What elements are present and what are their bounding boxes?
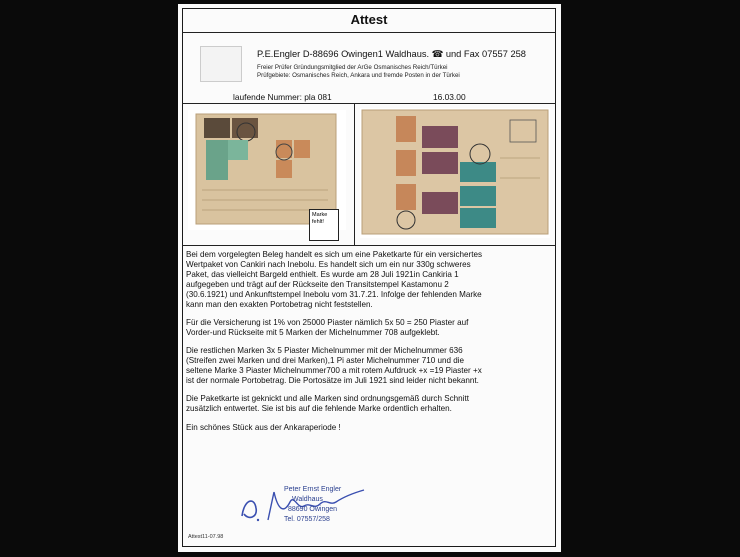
- certificate-title: Attest: [350, 12, 388, 27]
- divider-top: [182, 32, 556, 33]
- certificate-footer: Attest11-07.98: [188, 534, 224, 540]
- expert-subtitle-2: Prüfgebiete: Osmanisches Reich, Ankara und fremde Posten in der Türkei: [257, 72, 460, 79]
- stamp-line-name: Peter Ernst Engler: [284, 486, 342, 493]
- expert-subtitle-1: Freier Prüfer Gründungsmitglied der ArGe Osmanisches Reich/Türkei: [257, 64, 448, 71]
- expert-stamp: [284, 485, 341, 525]
- expert-logo: [200, 46, 242, 82]
- body-paragraph-2: Für die Versicherung ist 1% von 25000 Piaster nämlich 5x 50 = 250 Piaster auf Vorder-und Rückseite mit 5 Marken der Michelnummer 708 aufgeklebt.: [186, 317, 469, 337]
- certificate-body: [186, 250, 552, 441]
- body-paragraph-1: Bei dem vorgelegten Beleg handelt es sich um eine Paketkarte für ein versichertes Wertpaket von Cankiri nach Inebolu. Es handelt sich um ein nur 330g schweres Paket, das vielleicht Bargeld enthielt. Es wurde am 28 Juli 1921in Cankiria 1 aufgegeben und trägt auf der Rückseite den Transitstempel Kastamonu 2 (30.6.1921) und Ankunftstempel Inebolu vom 31.7.21. Infolge der fehlenden Marke kann man den exakten Portobetrag nicht feststellen.: [186, 250, 483, 309]
- missing-stamp-note: Marke fehlt!: [309, 209, 339, 241]
- parcel-card-back-image: [360, 108, 550, 238]
- running-number: laufende Nummer: pla 081: [233, 92, 332, 102]
- certificate-date: 16.03.00: [433, 92, 466, 102]
- body-paragraph-5: Ein schönes Stück aus der Ankaraperiode !: [186, 422, 341, 432]
- stamp-line-city: 88690 Owingen: [288, 506, 338, 513]
- divider-photos-bottom: [182, 245, 556, 246]
- body-paragraph-4: Die Paketkarte ist geknickt und alle Marken sind ordnungsgemäß durch Schnitt zusätzlich entwertet. Sie ist bis auf die fehlende Marke ordentlich erhalten.: [186, 394, 469, 414]
- expert-address: P.E.Engler D-88696 Owingen1 Waldhaus. ☎ und Fax 07557 258: [257, 49, 526, 59]
- divider-photos-middle: [354, 103, 355, 245]
- body-paragraph-3: Die restlichen Marken 3x 5 Piaster Michelnummer mit der Michelnummer 636 (Streifen zwei Marken und drei Marken),1 Pi aster Michelnummer 710 und die seltene Marke 3 Piaster Michelnummer700 a mit rotem Aufdruck +x =19 Piaster +x ist der normale Portobetrag. Die Portosätze im Juli 1921 sind leider nicht bekannt.: [186, 346, 482, 385]
- divider-photos-top: [182, 103, 556, 104]
- stamp-line-phone: Tel. 07557/258: [284, 516, 330, 523]
- stamp-line-place: Waldhaus: [292, 496, 323, 503]
